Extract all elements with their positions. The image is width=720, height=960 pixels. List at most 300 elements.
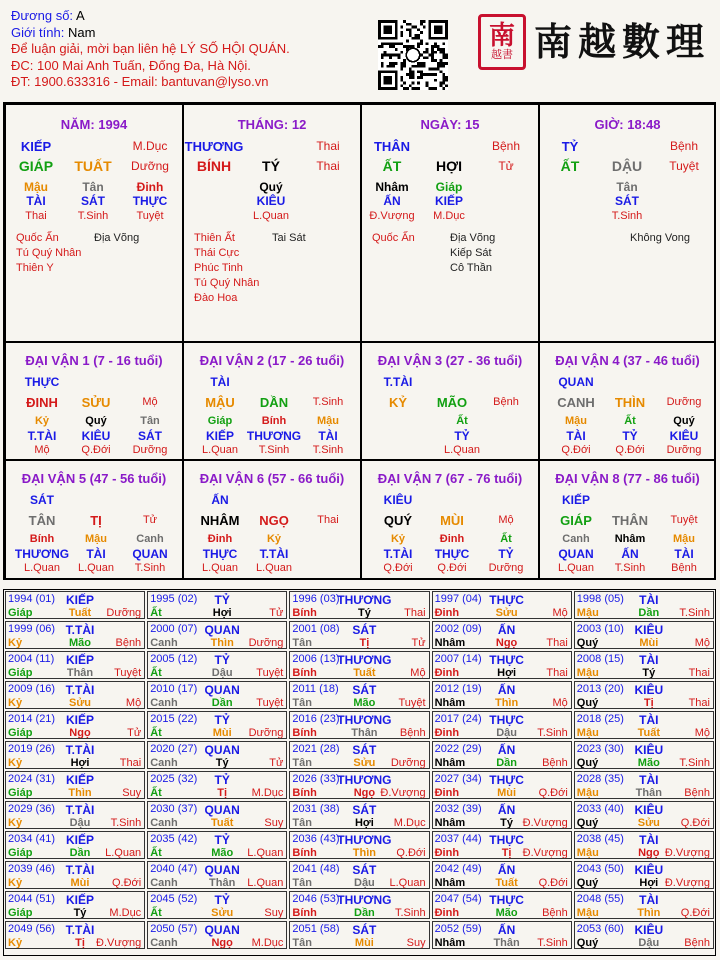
dai-van-hidden-stem: Đinh bbox=[439, 533, 465, 545]
year-branch: Dậu bbox=[638, 937, 660, 949]
year-state: Bệnh bbox=[684, 937, 710, 949]
star-inauspicious: Cô Thần bbox=[450, 262, 492, 274]
year-stem: Đinh bbox=[434, 787, 460, 799]
dai-van-stem: ĐINH bbox=[26, 395, 58, 410]
year-label: 2000 (07) bbox=[150, 623, 198, 635]
year-ten-god: TÀI bbox=[639, 593, 659, 607]
year-label: 2007 (14) bbox=[434, 653, 482, 665]
year-label: 2052 (59) bbox=[434, 923, 482, 935]
dai-van-hidden-god: TỶ bbox=[454, 429, 470, 443]
year-state: Suy bbox=[264, 907, 284, 919]
year-ten-god: T.TÀI bbox=[65, 803, 95, 817]
year-label: 2024 (31) bbox=[8, 773, 56, 785]
year-ten-god: THƯƠNG bbox=[337, 893, 392, 907]
logo bbox=[478, 12, 718, 72]
year-ten-god: ẤN bbox=[497, 623, 516, 637]
dai-van-stem: CANH bbox=[557, 395, 595, 410]
year-ten-god: TÀI bbox=[639, 653, 659, 667]
year-stem: Đinh bbox=[434, 907, 460, 919]
year-state: Bệnh bbox=[684, 787, 710, 799]
year-ten-god: THỰC bbox=[489, 893, 524, 907]
year-state: Đ.Vượng bbox=[664, 877, 710, 889]
year-stem: Quý bbox=[576, 817, 599, 829]
year-branch: Hợi bbox=[212, 607, 232, 619]
dai-van-branch: NGỌ bbox=[259, 513, 289, 528]
year-cell bbox=[574, 801, 714, 829]
year-state: Dưỡng bbox=[248, 637, 284, 649]
year-ten-god: QUAN bbox=[204, 803, 240, 817]
hidden-state: T.Sinh bbox=[611, 210, 643, 222]
year-branch: Sửu bbox=[211, 907, 234, 919]
year-label: 2053 (60) bbox=[576, 923, 624, 935]
year-cell bbox=[5, 801, 145, 829]
year-state: Tử bbox=[269, 607, 284, 619]
dai-van-state: T.Sinh bbox=[312, 396, 344, 408]
dai-van-hidden-state: L.Quan bbox=[557, 562, 595, 574]
star-inauspicious: Kiếp Sát bbox=[450, 247, 492, 259]
year-stem: Kỷ bbox=[8, 697, 23, 709]
year-cell bbox=[147, 801, 287, 829]
star-auspicious: Thiên Y bbox=[16, 262, 54, 274]
year-state: Đ.Vượng bbox=[380, 787, 426, 799]
year-stem: Nhâm bbox=[434, 697, 466, 709]
year-ten-god: QUAN bbox=[204, 623, 240, 637]
earthly-branch: DẬU bbox=[611, 158, 643, 174]
year-branch: Mùi bbox=[639, 637, 659, 649]
year-cell bbox=[432, 621, 572, 649]
year-label: 2013 (20) bbox=[576, 683, 624, 695]
year-stem: Canh bbox=[150, 757, 178, 769]
year-branch: Sửu bbox=[495, 607, 518, 619]
dai-van-hidden-state: Q.Đới bbox=[81, 444, 111, 456]
year-state: Đ.Vượng bbox=[522, 847, 568, 859]
dai-van-branch: THÌN bbox=[614, 395, 646, 410]
dai-van-ten-god: TÀI bbox=[210, 375, 230, 389]
year-cell bbox=[574, 741, 714, 769]
year-state: M.Dục bbox=[109, 907, 142, 919]
year-state: T.Sinh bbox=[537, 727, 568, 739]
heavenly-stem: GIÁP bbox=[18, 158, 54, 174]
year-ten-god: ẤN bbox=[497, 863, 516, 877]
year-branch: Mùi bbox=[70, 877, 90, 889]
year-ten-god: QUAN bbox=[204, 923, 240, 937]
year-label: 2043 (50) bbox=[576, 863, 624, 875]
year-state: T.Sinh bbox=[679, 757, 710, 769]
dai-van-hidden-god: TÀI bbox=[674, 547, 694, 561]
year-branch: Dần bbox=[496, 757, 517, 769]
year-stem: Bính bbox=[292, 727, 317, 739]
year-ten-god: TÀI bbox=[639, 833, 659, 847]
heavenly-stem: ẤT bbox=[560, 158, 580, 174]
year-branch: Thân bbox=[493, 937, 520, 949]
year-cell bbox=[5, 771, 145, 799]
address: ĐC: 100 Mai Anh Tuấn, Đống Đa, Hà Nội. bbox=[11, 57, 251, 73]
hidden-ten-god: TÀI bbox=[26, 194, 46, 208]
dai-van-hidden-state: Dưỡng bbox=[132, 444, 168, 456]
dai-van-ten-god: QUAN bbox=[558, 375, 594, 389]
year-stem: Nhâm bbox=[434, 937, 466, 949]
year-state: Thai bbox=[404, 607, 426, 619]
dai-van-title: ĐẠI VẬN 7 (67 - 76 tuổi) bbox=[377, 471, 523, 486]
year-label: 1999 (06) bbox=[8, 623, 56, 635]
year-state: Bệnh bbox=[542, 757, 568, 769]
dai-van-title: ĐẠI VẬN 6 (57 - 66 tuổi) bbox=[199, 471, 345, 486]
dai-van-hidden-stem: Kỷ bbox=[266, 533, 282, 545]
year-state: L.Quan bbox=[247, 847, 284, 859]
year-branch: Dần bbox=[69, 847, 91, 859]
year-branch: Mão bbox=[69, 637, 91, 649]
year-stem: Bính bbox=[292, 787, 317, 799]
gender-label: Giới tính: bbox=[11, 24, 65, 40]
year-branch: Tý bbox=[357, 607, 371, 619]
year-stem: Nhâm bbox=[434, 817, 466, 829]
pillar-title: THÁNG: 12 bbox=[237, 117, 307, 132]
year-branch: Sửu bbox=[637, 817, 660, 829]
year-state: Q.Đới bbox=[680, 907, 710, 919]
year-stem: Kỷ bbox=[8, 937, 23, 949]
year-state: Tử bbox=[269, 757, 284, 769]
year-state: M.Dục bbox=[393, 817, 426, 829]
hidden-stem: Tân bbox=[616, 180, 638, 194]
star-inauspicious: Địa Võng bbox=[450, 232, 496, 244]
year-label: 1994 (01) bbox=[8, 593, 56, 605]
dai-van-cell bbox=[5, 460, 183, 580]
year-stem: Quý bbox=[576, 937, 599, 949]
year-ten-god: THỰC bbox=[489, 833, 524, 847]
dai-van-hidden-state: Q.Đới bbox=[437, 562, 467, 574]
hidden-state: T.Sinh bbox=[77, 210, 109, 222]
dai-van-cell bbox=[361, 460, 539, 580]
dai-van-state: Mộ bbox=[498, 514, 514, 526]
phone-email: ĐT: 1900.633316 - Email: bantuvan@lyso.vn bbox=[11, 74, 269, 89]
pillar-cell bbox=[361, 104, 539, 342]
heavenly-stem: BÍNH bbox=[196, 158, 232, 174]
year-branch: Thìn bbox=[494, 697, 519, 709]
dai-van-hidden-stem: Bính bbox=[261, 415, 287, 427]
year-cell bbox=[147, 741, 287, 769]
year-cell bbox=[574, 861, 714, 889]
dai-van-hidden-god: KIÊU bbox=[81, 429, 111, 443]
year-branch: Tuất bbox=[495, 877, 518, 889]
dai-van-hidden-stem: Mậu bbox=[85, 533, 107, 545]
dai-van-hidden-stem: Đinh bbox=[207, 533, 233, 545]
branch-state: Dưỡng bbox=[131, 159, 169, 173]
hidden-ten-god: KIÊU bbox=[256, 194, 286, 208]
year-label: 2022 (29) bbox=[434, 743, 482, 755]
star-auspicious: Tú Quý Nhân bbox=[16, 247, 82, 259]
star-auspicious: Phúc Tinh bbox=[194, 262, 243, 274]
year-branch: Ngọ bbox=[495, 637, 518, 649]
dai-van-hidden-state: Mộ bbox=[34, 444, 50, 456]
year-label: 2035 (42) bbox=[150, 833, 198, 845]
dai-van-hidden-state: Q.Đới bbox=[615, 444, 645, 456]
year-branch: Tị bbox=[359, 637, 370, 649]
year-stem: Mậu bbox=[576, 667, 599, 679]
year-ten-god: THƯƠNG bbox=[337, 713, 392, 727]
dai-van-state: Tử bbox=[142, 514, 158, 526]
year-branch: Thân bbox=[209, 877, 236, 889]
year-label: 2006 (13) bbox=[292, 653, 340, 665]
year-label: 2033 (40) bbox=[576, 803, 624, 815]
dai-van-title: ĐẠI VẬN 4 (37 - 46 tuổi) bbox=[555, 353, 700, 368]
year-cell bbox=[574, 921, 714, 949]
year-ten-god: QUAN bbox=[204, 743, 240, 757]
dai-van-branch: TỊ bbox=[90, 513, 102, 528]
year-state: Đ.Vượng bbox=[664, 847, 710, 859]
year-label: 2028 (35) bbox=[576, 773, 624, 785]
year-cell bbox=[289, 771, 429, 799]
year-label: 2014 (21) bbox=[8, 713, 56, 725]
hidden-stem: Mậu bbox=[24, 180, 48, 194]
year-label: 2021 (28) bbox=[292, 743, 340, 755]
year-state: Thai bbox=[688, 697, 710, 709]
dai-van-title: ĐẠI VẬN 5 (47 - 56 tuổi) bbox=[21, 471, 167, 486]
year-cell bbox=[574, 771, 714, 799]
year-state: Q.Đới bbox=[538, 787, 568, 799]
year-branch: Tuất bbox=[210, 817, 234, 829]
year-state: Bệnh bbox=[399, 727, 426, 739]
dai-van-ten-god: T.TÀI bbox=[383, 375, 413, 389]
year-label: 1995 (02) bbox=[150, 593, 198, 605]
year-label: 2047 (54) bbox=[434, 893, 482, 905]
dai-van-hidden-god: TÀI bbox=[318, 429, 338, 443]
year-stem: Bính bbox=[292, 667, 317, 679]
year-ten-god: T.TÀI bbox=[65, 623, 95, 637]
year-stem: Mậu bbox=[576, 727, 599, 739]
year-cell bbox=[147, 921, 287, 949]
year-label: 2030 (37) bbox=[150, 803, 198, 815]
year-cell bbox=[147, 711, 287, 739]
year-label: 1997 (04) bbox=[434, 593, 482, 605]
year-label: 2001 (08) bbox=[292, 623, 340, 635]
gender-value: Nam bbox=[67, 24, 96, 40]
year-branch: Tị bbox=[217, 787, 228, 799]
dai-van-cell bbox=[183, 460, 361, 580]
year-branch: Sửu bbox=[68, 697, 92, 709]
year-ten-god: TỶ bbox=[214, 893, 230, 907]
year-stem: Bính bbox=[292, 607, 317, 619]
year-stem: Quý bbox=[576, 757, 599, 769]
year-stem: Giáp bbox=[8, 907, 33, 919]
star-auspicious: Đào Hoa bbox=[194, 292, 238, 304]
dai-van-ten-god: SÁT bbox=[30, 493, 54, 507]
year-stem: Tân bbox=[292, 757, 312, 769]
dai-van-hidden-stem: Quý bbox=[85, 415, 107, 427]
dai-van-hidden-god: TỶ bbox=[498, 547, 514, 561]
year-cell bbox=[5, 591, 145, 619]
year-branch: Thân bbox=[351, 727, 378, 739]
dai-van-hidden-state: L.Quan bbox=[77, 562, 115, 574]
year-label: 2018 (25) bbox=[576, 713, 624, 725]
year-ten-god: KIÊU bbox=[634, 863, 664, 877]
year-label: 2004 (11) bbox=[8, 653, 55, 665]
dai-van-hidden-stem: Kỷ bbox=[34, 415, 50, 427]
year-cell bbox=[432, 861, 572, 889]
year-cell bbox=[5, 711, 145, 739]
year-state: Bệnh bbox=[542, 907, 568, 919]
dai-van-hidden-stem: Tân bbox=[140, 415, 160, 427]
gender-row bbox=[11, 25, 290, 42]
year-stem: Giáp bbox=[8, 787, 33, 799]
year-cell bbox=[289, 891, 429, 919]
dai-van-hidden-state: Dưỡng bbox=[488, 562, 524, 574]
year-cell bbox=[5, 861, 145, 889]
year-label: 1996 (03) bbox=[292, 593, 340, 605]
dai-van-hidden-state: Q.Đới bbox=[383, 562, 413, 574]
year-ten-god: THỰC bbox=[489, 713, 524, 727]
dai-van-hidden-state: T.Sinh bbox=[614, 562, 646, 574]
year-ten-god: TỶ bbox=[214, 593, 230, 607]
year-branch: Ngọ bbox=[211, 937, 233, 949]
year-label: 2002 (09) bbox=[434, 623, 482, 635]
year-state: T.Sinh bbox=[395, 907, 426, 919]
year-label: 2042 (49) bbox=[434, 863, 482, 875]
year-stem: Canh bbox=[150, 937, 178, 949]
year-label: 2017 (24) bbox=[434, 713, 482, 725]
name-label: Đương số: bbox=[11, 8, 74, 23]
year-state: Thai bbox=[546, 667, 568, 679]
year-state: Tuyệt bbox=[398, 697, 426, 709]
dai-van-cell bbox=[539, 342, 716, 460]
year-ten-god: KIẾP bbox=[65, 833, 95, 847]
year-state: Q.Đới bbox=[538, 877, 568, 889]
dai-van-hidden-stem: Mậu bbox=[673, 533, 695, 545]
pillar-cell bbox=[539, 104, 716, 342]
year-stem: Ất bbox=[150, 667, 162, 679]
year-label: 2040 (47) bbox=[150, 863, 198, 875]
year-label: 2037 (44) bbox=[434, 833, 482, 845]
year-label: 2023 (30) bbox=[576, 743, 624, 755]
year-state: M.Dục bbox=[251, 787, 284, 799]
hidden-ten-god: KIẾP bbox=[434, 194, 464, 208]
year-cell bbox=[147, 831, 287, 859]
year-branch: Tuất bbox=[353, 667, 376, 679]
dai-van-title: ĐẠI VẬN 8 (77 - 86 tuổi) bbox=[555, 471, 700, 486]
year-ten-god: T.TÀI bbox=[65, 683, 95, 697]
year-state: Đ.Vượng bbox=[96, 937, 142, 949]
year-state: Q.Đới bbox=[111, 877, 142, 889]
year-branch: Tuất bbox=[68, 607, 92, 619]
year-cell bbox=[289, 801, 429, 829]
year-ten-god: QUAN bbox=[204, 683, 240, 697]
year-label: 2038 (45) bbox=[576, 833, 624, 845]
year-stem: Ất bbox=[150, 787, 162, 799]
year-state: Dưỡng bbox=[106, 607, 142, 619]
year-state: T.Sinh bbox=[679, 607, 710, 619]
year-state: Q.Đới bbox=[396, 847, 426, 859]
dai-van-stem: TÂN bbox=[28, 513, 56, 528]
year-stem: Canh bbox=[150, 877, 178, 889]
year-cell bbox=[5, 921, 145, 949]
star-auspicious: Quốc Ấn bbox=[16, 232, 59, 244]
year-ten-god: ẤN bbox=[497, 683, 516, 697]
year-ten-god: T.TÀI bbox=[65, 743, 95, 757]
year-cell bbox=[432, 741, 572, 769]
year-ten-god: QUAN bbox=[204, 863, 240, 877]
year-stem: Kỷ bbox=[8, 757, 23, 769]
year-branch: Dậu bbox=[69, 817, 91, 829]
dai-van-hidden-god: T.TÀI bbox=[27, 429, 57, 443]
year-state: Dưỡng bbox=[248, 727, 284, 739]
dai-van-stem: QUÝ bbox=[383, 513, 413, 528]
year-label: 2005 (12) bbox=[150, 653, 198, 665]
dai-van-state: Tuyệt bbox=[670, 514, 698, 526]
hidden-ten-god: SÁT bbox=[615, 194, 639, 208]
year-ten-god: KIẾP bbox=[65, 713, 95, 727]
dai-van-hidden-god: T.TÀI bbox=[259, 547, 289, 561]
year-ten-god: TỶ bbox=[214, 833, 230, 847]
year-branch: Mùi bbox=[212, 727, 232, 739]
earthly-branch: TÝ bbox=[262, 158, 280, 174]
year-label: 2026 (33) bbox=[292, 773, 340, 785]
year-branch: Tý bbox=[642, 667, 656, 679]
year-ten-god: THƯƠNG bbox=[337, 653, 392, 667]
year-state: L.Quan bbox=[389, 877, 426, 889]
year-label: 2041 (48) bbox=[292, 863, 340, 875]
year-cell bbox=[289, 681, 429, 709]
year-label: 2025 (32) bbox=[150, 773, 198, 785]
year-label: 2015 (22) bbox=[150, 713, 198, 725]
year-cell bbox=[432, 651, 572, 679]
year-state: Q.Đới bbox=[680, 817, 710, 829]
year-branch: Ngọ bbox=[69, 727, 91, 739]
dai-van-stem: NHÂM bbox=[200, 513, 240, 528]
year-label: 2009 (16) bbox=[8, 683, 56, 695]
seal-stamp-icon: 南 越書 bbox=[478, 14, 526, 70]
pillar-cell bbox=[183, 104, 361, 342]
dai-van-hidden-god: QUAN bbox=[558, 547, 594, 561]
name-row bbox=[11, 8, 290, 25]
year-branch: Ngọ bbox=[638, 847, 660, 859]
year-ten-god: KIẾP bbox=[65, 593, 95, 607]
dai-van-hidden-state: T.Sinh bbox=[258, 444, 290, 456]
year-stem: Nhâm bbox=[434, 757, 466, 769]
dai-van-hidden-stem: Bính bbox=[29, 533, 55, 545]
year-cell bbox=[147, 861, 287, 889]
year-ten-god: SÁT bbox=[352, 803, 377, 817]
dai-van-hidden-state: L.Quan bbox=[443, 444, 481, 456]
year-label: 2031 (38) bbox=[292, 803, 340, 815]
dai-van-hidden-stem: Canh bbox=[562, 533, 590, 545]
year-state: L.Quan bbox=[247, 877, 284, 889]
header-info bbox=[11, 8, 290, 91]
year-stem: Quý bbox=[576, 877, 599, 889]
earthly-branch: TUẤT bbox=[74, 158, 112, 174]
year-label: 2032 (39) bbox=[434, 803, 482, 815]
year-label: 2019 (26) bbox=[8, 743, 56, 755]
year-ten-god: KIÊU bbox=[634, 803, 664, 817]
year-stem: Mậu bbox=[576, 847, 599, 859]
year-cell bbox=[5, 681, 145, 709]
year-label: 2039 (46) bbox=[8, 863, 56, 875]
year-state: Mộ bbox=[694, 637, 710, 649]
year-stem: Mậu bbox=[576, 607, 599, 619]
year-cell bbox=[147, 621, 287, 649]
year-ten-god: SÁT bbox=[352, 923, 377, 937]
year-stem: Đinh bbox=[434, 847, 460, 859]
year-branch: Thìn bbox=[210, 637, 234, 649]
year-branch: Ngọ bbox=[353, 787, 376, 799]
stage-label: Bệnh bbox=[491, 139, 521, 153]
dai-van-hidden-stem: Giáp bbox=[207, 415, 233, 427]
year-stem: Đinh bbox=[434, 667, 460, 679]
dai-van-hidden-god: QUAN bbox=[132, 547, 168, 561]
year-branch: Mão bbox=[353, 697, 376, 709]
branch-state: Thai bbox=[316, 159, 340, 173]
year-ten-god: T.TÀI bbox=[65, 863, 95, 877]
earthly-branch: HỢI bbox=[436, 158, 462, 174]
year-stem: Mậu bbox=[576, 907, 599, 919]
